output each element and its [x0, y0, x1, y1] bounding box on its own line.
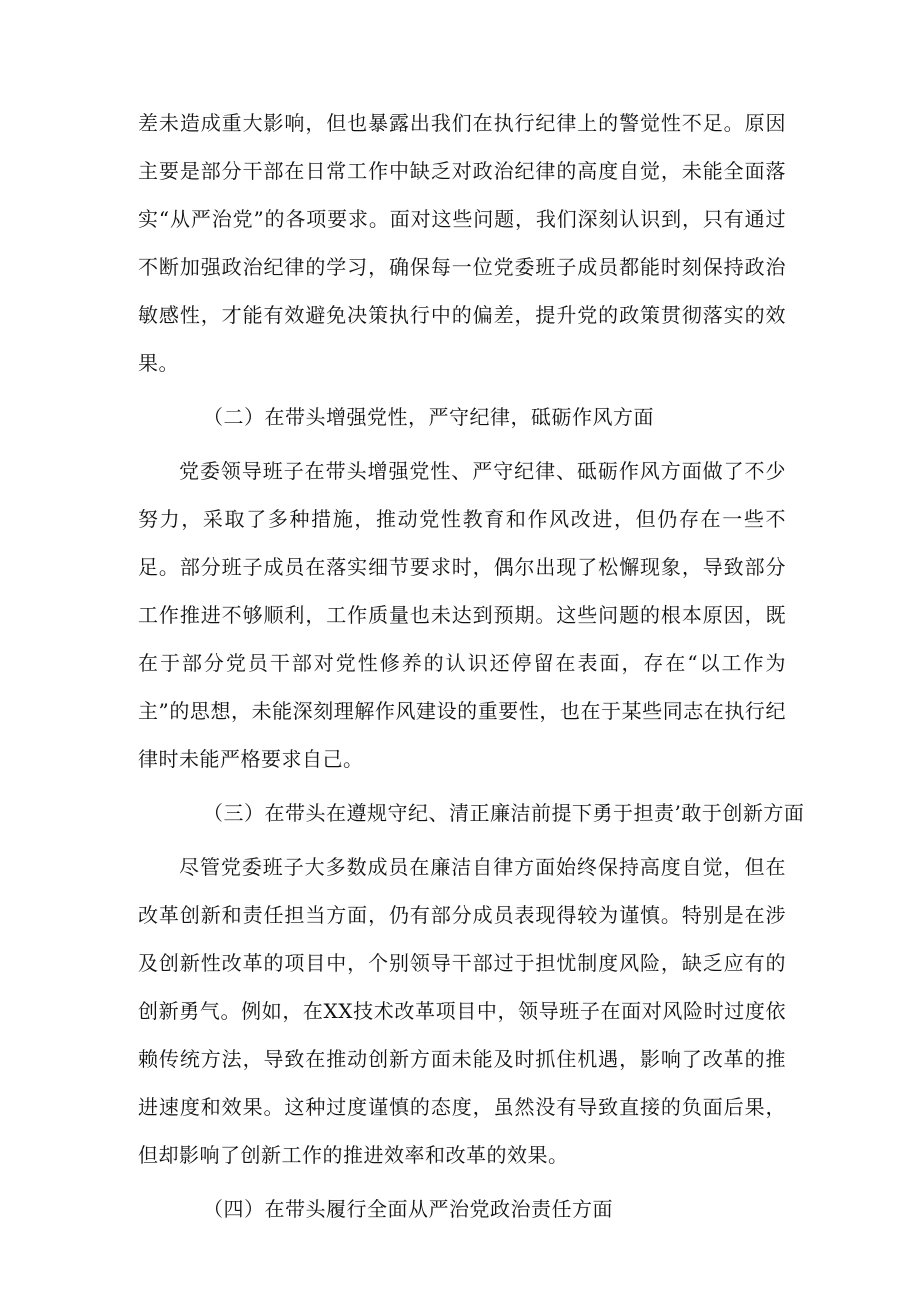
section-heading-3: （三）在带头在遵规守纪、清正廉洁前提下勇于担责’敢于创新方面: [203, 801, 805, 825]
paragraph-continuation: 差未造成重大影响，但也暴露出我们在执行纪律上的警觉性不足。原因主要是部分干部在日常工作中缺乏对政治纪律的高度自觉，未能全面落实“从严治党”的各项要求。面对这些问题，我们深刻认识到，只有通过不断加强政治纪律的学习，确保每一位党委班子成员都能时刻保持政治敏感性，才能有效避免决策执行中的偏差，提升党的政策贯彻落实的效果。: [138, 111, 786, 375]
paragraph-section-2: 党委领导班子在带头增强党性、严守纪律、砥砺作风方面做了不少努力，采取了多种措施，推动党性教育和作风改进，但仍存在一些不足。部分班子成员在落实细节要求时，偶尔出现了松懈现象，导致部分工作推进不够顺利，工作质量也未达到预期。这些问题的根本原因，既在于部分党员干部对党性修养的认识还停留在表面，存在“以工作为主”的思想，未能深刻理解作风建设的重要性，也在于某些同志在执行纪律时未能严格要求自己。: [138, 459, 786, 771]
section-heading-4: （四）在带头履行全面从严治党政治责任方面: [203, 1197, 613, 1221]
document-body: [138, 99, 805, 1239]
paragraph-section-3: 尽管党委班子大多数成员在廉洁自律方面始终保持高度自觉，但在改革创新和责任担当方面，仍有部分成员表现得较为谨慎。特别是在涉及创新性改革的项目中，个别领导干部过于担忧制度风险，缺乏应有的创新勇气。例如，在XX技术改革项目中，领导班子在面对风险时过度依赖传统方法，导致在推动创新方面未能及时抓住机遇，影响了改革的推进速度和效果。这种过度谨慎的态度，虽然没有导致直接的负面后果，但却影响了创新工作的推进效率和改革的效果。: [138, 855, 786, 1167]
section-heading-2: （二）在带头增强党性，严守纪律，砥砺作风方面: [203, 405, 654, 429]
